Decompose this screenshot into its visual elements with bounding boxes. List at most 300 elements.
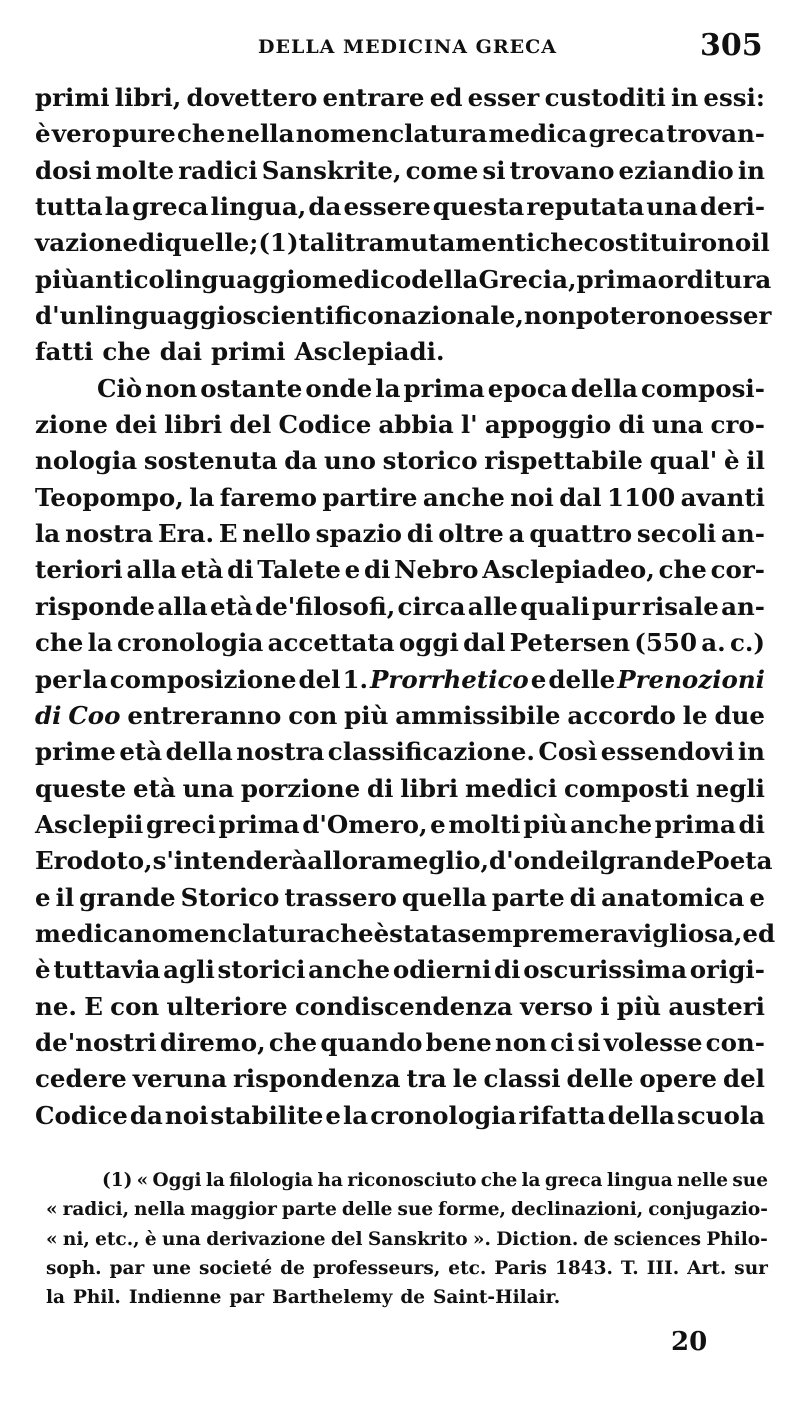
word: linguaggio [164, 264, 312, 294]
word: alla [157, 591, 208, 621]
word: è [723, 446, 740, 476]
word: la [189, 482, 215, 512]
word: allora [307, 846, 387, 876]
word: Philo- [706, 1228, 768, 1250]
word: primi [35, 83, 110, 112]
word: Indienne [128, 1287, 222, 1309]
word: orditura [657, 264, 772, 294]
word: etc., [95, 1228, 140, 1250]
word: sur [734, 1257, 768, 1279]
word: nello [242, 519, 311, 549]
word: da [284, 446, 318, 476]
word: s'intenderà [152, 846, 308, 876]
word: della [411, 264, 479, 294]
word: meglio, [386, 846, 489, 876]
word: verso [520, 991, 593, 1021]
word: epoca [487, 373, 568, 403]
text-line [35, 989, 765, 1025]
word: bene [425, 1027, 492, 1057]
word: una [651, 410, 704, 440]
word: soph. [46, 1257, 102, 1279]
text-line [35, 843, 773, 879]
word: une [152, 1257, 191, 1279]
text-line [35, 516, 765, 552]
text-line [35, 80, 765, 116]
word: di [406, 519, 434, 549]
word: vazione [35, 228, 139, 258]
word: de'nostri [35, 1027, 157, 1057]
word: è [144, 1228, 157, 1250]
word: nologia [35, 446, 138, 476]
word: meravigliosa, [558, 918, 743, 948]
word: e [430, 809, 446, 839]
word: tutta [35, 192, 103, 222]
word: nostra [236, 737, 325, 767]
word: Teopompo, [35, 482, 184, 512]
word: nomenclatura [133, 918, 326, 948]
word: del [330, 1228, 363, 1250]
text-line [35, 698, 765, 734]
body-text [35, 80, 776, 1134]
word: essendovi [600, 737, 735, 767]
word: composi- [640, 373, 765, 403]
word: quella [401, 882, 487, 912]
word: medico [312, 264, 412, 294]
word: rifatta [518, 1100, 606, 1130]
footnote-line [46, 1166, 768, 1195]
word: noi [510, 482, 554, 512]
word: veruna [132, 1064, 227, 1094]
word: prima [218, 809, 300, 839]
word: scuola [676, 1100, 765, 1130]
text-line [35, 589, 765, 625]
word: a. [701, 628, 726, 658]
word: greci [146, 809, 216, 839]
word: età [119, 737, 163, 767]
word: Saint-Hilair. [433, 1287, 561, 1309]
word: dal [463, 628, 506, 658]
word: (1) [102, 1170, 133, 1191]
word: da [308, 192, 342, 222]
word: costituirono [583, 228, 752, 258]
word: cronologia [117, 628, 264, 658]
word: libri [164, 410, 223, 440]
word: stata [389, 918, 458, 948]
word: par [109, 1257, 145, 1279]
running-head: DELLA MEDICINA GRECA [258, 36, 558, 58]
word: ». [472, 1228, 491, 1250]
word: età [209, 591, 253, 621]
word: de'filosofi, [255, 591, 396, 621]
word: Petersen [509, 628, 631, 658]
word: quando [320, 1027, 423, 1057]
word: della [165, 737, 233, 767]
word: avanti [680, 482, 765, 512]
text-line [35, 807, 765, 843]
word: societé [198, 1257, 273, 1279]
word: esser [699, 301, 772, 331]
word: an- [721, 519, 765, 549]
word: etc. [448, 1257, 487, 1279]
word: che [102, 337, 151, 367]
word: « [136, 1170, 149, 1191]
word: classificazione. [327, 737, 535, 767]
word: sue [732, 1170, 768, 1191]
word: che [35, 628, 84, 658]
word: età [180, 555, 224, 585]
word: la [46, 1287, 66, 1309]
word: spazio [315, 519, 403, 549]
word: cedere [35, 1064, 127, 1094]
page-number: 305 [700, 28, 763, 63]
word: prima [403, 373, 485, 403]
word: volesse [603, 1027, 703, 1057]
word: grande [79, 882, 176, 912]
word: professeurs, [312, 1257, 441, 1279]
word: la [342, 1100, 369, 1130]
word: stabilite [210, 1100, 324, 1130]
word: molti [448, 809, 521, 839]
word: Sanskrito [367, 1228, 468, 1250]
word: poterono [575, 301, 700, 331]
text-line [35, 880, 765, 916]
word: una [161, 1228, 201, 1250]
word: della [607, 1100, 675, 1130]
word: E [218, 519, 238, 549]
word: Asclepiadeo, [482, 555, 655, 585]
word: di [618, 410, 645, 440]
word: Talete [257, 555, 341, 585]
word: in [671, 83, 699, 112]
word: greca [588, 119, 665, 149]
word: Art. [687, 1257, 727, 1279]
word: alla [126, 555, 177, 585]
word: con- [705, 1027, 765, 1057]
word: sostenuta [143, 446, 278, 476]
word: storici [217, 955, 306, 985]
word: prime [35, 737, 116, 767]
word: onde [305, 373, 373, 403]
word: pure [112, 119, 176, 149]
word: d'Omero, [302, 809, 428, 839]
word: la [375, 373, 401, 403]
word: appoggio [484, 410, 612, 440]
word: come [405, 155, 479, 185]
word: agli [163, 955, 215, 985]
word: due [714, 700, 765, 730]
word: Phil. [73, 1287, 121, 1309]
word: questa [432, 192, 525, 222]
word: Prenozioni [617, 664, 765, 694]
word: negli [695, 773, 765, 803]
word: III. [646, 1257, 680, 1279]
word: con [288, 700, 338, 730]
word: una [646, 192, 698, 222]
word: un [59, 301, 96, 331]
word: medica [35, 918, 134, 948]
word: de [280, 1257, 305, 1279]
word: d' [35, 301, 60, 331]
word: sempre [457, 918, 559, 948]
word: una [182, 773, 235, 803]
word: filologia [229, 1170, 314, 1191]
word: dosi [35, 155, 92, 185]
word: composti [563, 773, 690, 803]
word: più [35, 264, 80, 294]
word: Oggi [152, 1170, 202, 1191]
word: oggi [398, 628, 459, 658]
word: molte [95, 155, 175, 185]
word: di [227, 555, 254, 585]
word: entreranno [127, 700, 282, 730]
word: teriori [35, 555, 123, 585]
word: sue [397, 1199, 434, 1221]
word: origi- [689, 955, 765, 985]
word: qual' [649, 446, 718, 476]
word: entrare [322, 83, 425, 112]
word: c.) [729, 628, 765, 658]
word: antico [79, 264, 165, 294]
word: accettata [267, 628, 395, 658]
word: « [46, 1228, 58, 1250]
word: declinazioni, [510, 1199, 644, 1221]
word: cro- [710, 410, 765, 440]
word: risponde [35, 591, 156, 621]
word: che [480, 1170, 518, 1191]
text-line [35, 443, 765, 479]
text-line [35, 298, 772, 334]
word: di [35, 700, 62, 730]
word: Codice [278, 410, 372, 440]
word: condiscendenza [294, 991, 513, 1021]
footnote-line [46, 1225, 768, 1254]
word: da [129, 1100, 163, 1130]
word: dei [115, 410, 158, 440]
word: trassero [284, 882, 397, 912]
word: anche [570, 809, 653, 839]
word: della [570, 373, 638, 403]
word: E [84, 991, 103, 1021]
word: classi [483, 1064, 561, 1094]
word: Era. [157, 519, 214, 549]
word: Asclepiadi. [294, 337, 445, 367]
word: ostante [200, 373, 303, 403]
word: non [494, 1027, 547, 1057]
word: con [110, 991, 160, 1021]
word: alle [467, 591, 518, 621]
word: e [749, 882, 765, 912]
word: ha [317, 1170, 343, 1191]
word: Storico [180, 882, 280, 912]
word: anatomica [601, 882, 745, 912]
word: custoditi [544, 83, 666, 112]
word: essere [343, 192, 431, 222]
word: ed [429, 83, 463, 112]
footnote-line [46, 1283, 768, 1312]
word: Barthelemy [272, 1287, 393, 1309]
word: diremo, [159, 1027, 266, 1057]
word: odierni [392, 955, 492, 985]
word: « [46, 1199, 58, 1221]
word: nazionale, [383, 301, 524, 331]
text-line [35, 225, 770, 261]
word: scientifico [242, 301, 384, 331]
word: risale [642, 591, 719, 621]
word: forme, [438, 1199, 506, 1221]
word: Così [538, 737, 598, 767]
word: tramutamenti [344, 228, 536, 258]
word: primi [211, 337, 286, 367]
word: libri, [114, 83, 182, 112]
word: per [35, 664, 81, 694]
word: del [722, 1064, 765, 1094]
word: nomenclatura [295, 119, 488, 149]
word: di [738, 809, 765, 839]
word: del [298, 664, 341, 694]
word: quelle; [164, 228, 259, 258]
word: accordo [567, 700, 676, 730]
word: e [344, 555, 361, 585]
word: fatti [35, 337, 94, 367]
word: eziandio [618, 155, 734, 185]
text-line [35, 262, 772, 298]
word: radici, [62, 1199, 130, 1221]
text-line [35, 625, 765, 661]
word: e [530, 664, 547, 694]
text-line [35, 480, 765, 516]
text-line [35, 771, 765, 807]
word: 1843. [554, 1257, 613, 1279]
word: essi: [703, 83, 765, 112]
word: in [737, 737, 765, 767]
word: è [35, 119, 51, 149]
word: 1. [342, 664, 369, 694]
word: de [583, 1228, 609, 1250]
word: Erodoto, [35, 846, 153, 876]
signature-mark: 20 [671, 1327, 708, 1357]
word: la [35, 519, 61, 549]
text-line [35, 153, 765, 189]
word: dai [159, 337, 203, 367]
word: circa [397, 591, 466, 621]
word: secoli [636, 519, 717, 549]
word: l' [460, 410, 478, 440]
word: Prorrhetico [370, 664, 529, 694]
word: Grecia, [478, 264, 577, 294]
footnote-line [46, 1254, 768, 1283]
word: Paris [494, 1257, 547, 1279]
text-line [35, 371, 765, 407]
word: faremo [219, 482, 317, 512]
word: a [508, 519, 525, 549]
text-line [35, 407, 765, 443]
word: la [521, 1170, 541, 1191]
word: tuttavia [53, 955, 161, 985]
text-line [35, 1025, 765, 1061]
word: trovan- [666, 119, 765, 149]
word: derivazione [206, 1228, 326, 1250]
word: Ciò [97, 373, 143, 403]
word: Nebro [394, 555, 479, 585]
word: la [82, 664, 108, 694]
word: la [205, 1170, 225, 1191]
word: esser [467, 83, 540, 112]
word: oltre [438, 519, 504, 549]
word: le [452, 1064, 478, 1094]
word: grande [599, 846, 696, 876]
word: riconosciuto [347, 1170, 477, 1191]
word: e [325, 1100, 341, 1130]
word: radici [178, 155, 258, 185]
word: si [482, 155, 506, 185]
word: il [580, 846, 600, 876]
word: la [87, 628, 113, 658]
word: abbia [378, 410, 454, 440]
word: rispettabile [484, 446, 643, 476]
word: prima [654, 809, 736, 839]
word: delle [566, 1064, 634, 1094]
word: più [344, 700, 389, 730]
word: reputata [526, 192, 645, 222]
word: delle [548, 664, 616, 694]
word: (1) [258, 228, 299, 258]
word: e [35, 882, 51, 912]
word: del [229, 410, 272, 440]
word: ulteriore [166, 991, 288, 1021]
word: tra [406, 1064, 447, 1094]
word: lingua [606, 1170, 673, 1191]
word: più [616, 991, 662, 1021]
word: T. [620, 1257, 639, 1279]
word: sciences [613, 1228, 702, 1250]
word: Diction. [496, 1228, 579, 1250]
word: delle [341, 1199, 393, 1221]
word: porzione [240, 773, 361, 803]
word: che [325, 918, 374, 948]
footnote-line [46, 1195, 768, 1224]
word: de [400, 1287, 426, 1309]
word: che [658, 555, 707, 585]
word: an- [721, 591, 765, 621]
word: (550 [634, 628, 698, 658]
word: ne. [35, 991, 77, 1021]
text-line [35, 662, 765, 698]
word: Codice [35, 1100, 128, 1130]
word: la [104, 192, 130, 222]
word: anche [308, 955, 391, 985]
word: le [682, 700, 708, 730]
word: quattro [529, 519, 633, 549]
word: vero [51, 119, 111, 149]
word: pur [591, 591, 640, 621]
word: dovettero [186, 83, 318, 112]
word: d'onde [489, 846, 581, 876]
word: oscurissima [523, 955, 687, 985]
word: nella [226, 119, 295, 149]
word: il [746, 446, 765, 476]
word: di [367, 773, 394, 803]
word: nella [134, 1199, 186, 1221]
word: queste [35, 773, 127, 803]
word: nostra [65, 519, 154, 549]
word: che [176, 119, 226, 149]
word: di [494, 955, 521, 985]
word: deri- [699, 192, 765, 222]
word: Poeta [695, 846, 773, 876]
word: che [268, 1027, 318, 1057]
word: composizione [109, 664, 297, 694]
word: austeri [668, 991, 765, 1021]
